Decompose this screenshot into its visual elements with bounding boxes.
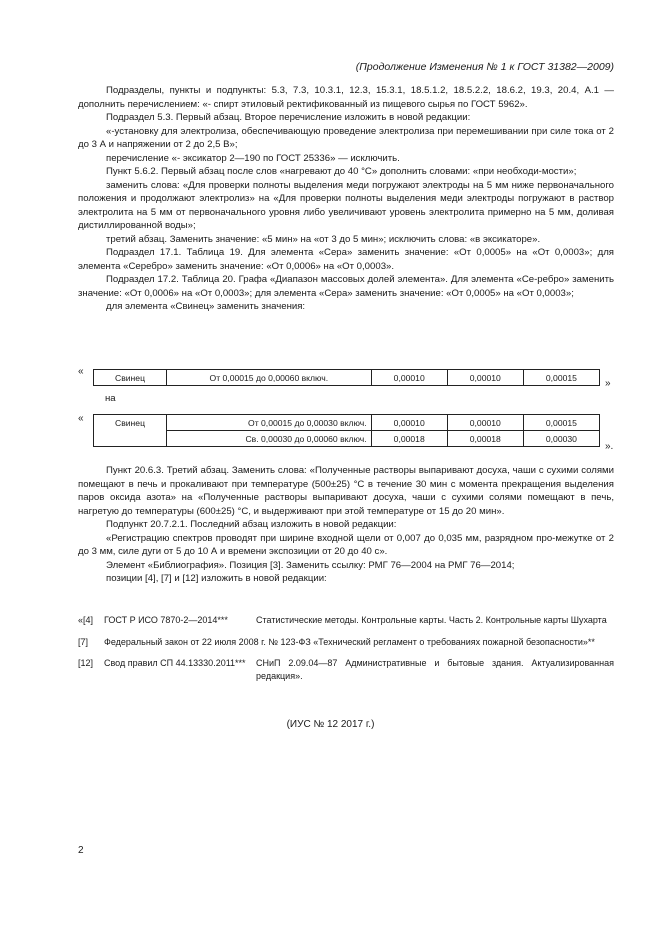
table1-close-mark: »	[605, 378, 611, 389]
text-block-1	[78, 84, 614, 314]
paragraph: Подразделы, пункты и подпункты: 5.3, 7.3, 10.3.1, 12.3, 15.3.1, 18.5.1.2, 18.5.2.2, 18.6.2, 19.3, 20.4, А.1 — дополнить перечислением: «- спирт этиловый ректификованный из пищевого сырья по ГОСТ 5962».	[78, 85, 614, 110]
table-cell: Свинец	[94, 370, 167, 386]
paragraph: «Регистрацию спектров проводят при ширине входной щели от 0,007 до 0,035 мм, разрядном про-межутке от 2 до 3 мм, силе дуги от 5 до 10 А и времени экспозиции от 20 до 40 с».	[78, 532, 614, 557]
table1-open-quote: «	[78, 366, 84, 377]
paragraph: Элемент «Библиография». Позиция [3]. Заменить ссылку: РМГ 76—2004 на РМГ 76—2014;	[106, 559, 515, 571]
table-cell: 0,00010	[371, 415, 447, 431]
paragraph: Пункт 20.6.3. Третий абзац. Заменить слова: «Полученные растворы выпаривают досуха, чаши с сухими солями помещают в печь и прокаливают при температуре (500±25) °С в течение 30 мин с момента прекращения выделения паров оксида азота» на «Полученные растворы выпаривают досуха, чаши с сухими солями помещают в печь, нагретую до температуры (600±25) °С, и выдерживают при этой температуре от 15 до 20 мин».	[78, 465, 614, 517]
bibliography-list	[78, 614, 614, 691]
table2-open-quote: «	[78, 413, 84, 424]
reference-title: Статистические методы. Контрольные карты. Часть 2. Контрольные карты Шухарта	[256, 615, 607, 625]
table-cell: 0,00018	[371, 431, 447, 447]
table-cell: 0,00015	[523, 370, 599, 386]
reference-title: СНиП 2.09.04—87 Административные и бытовые здания. Актуализированная редакция».	[256, 658, 614, 681]
paragraph: Подраздел 17.1. Таблица 19. Для элемента «Сера» заменить значение: «От 0,0005» на «От 0,0003»; для элемента «Серебро» заменить значение: «От 0,0006» на «От 0,0003».	[78, 247, 614, 272]
paragraph: Пункт 5.6.2. Первый абзац после слов «нагревают до 40 °С» дополнить словами: «при необходи-мости»;	[106, 166, 577, 177]
table2-close-mark: ».	[605, 441, 614, 452]
reference-number: [12]	[78, 658, 94, 668]
reference-number: «[4]	[78, 615, 94, 625]
text-block-2	[78, 464, 614, 586]
paragraph: «-установку для электролиза, обеспечивающую проведение электролиза при перемешивании при силе тока от 2 до 3 А и напряжении от 2 до 2,5 В»;	[78, 125, 614, 150]
page-number: 2	[78, 845, 84, 856]
paragraph: третий абзац. Заменить значение: «5 мин» на «от 3 до 5 мин»; исключить слова: «в эксикаторе».	[106, 233, 541, 245]
ius-reference: (ИУС № 12 2017 г.)	[286, 719, 375, 730]
table-cell: Свинец	[94, 415, 167, 447]
table-row	[94, 431, 600, 447]
table-cell: 0,00015	[523, 415, 599, 431]
paragraph: Подраздел 5.3. Первый абзац. Второе перечисление изложить в новой редакции:	[106, 112, 471, 123]
reference-item	[78, 636, 614, 649]
paragraph: для элемента «Свинец» заменить значения:	[106, 301, 306, 312]
table-cell: 0,00010	[371, 370, 447, 386]
table-cell: От 0,00015 до 0,00030 включ.	[167, 415, 372, 431]
reference-document: ГОСТ Р ИСО 7870-2—2014***	[104, 615, 228, 625]
table-cell: От 0,00015 до 0,00060 включ.	[167, 370, 372, 386]
paragraph: позиции [4], [7] и [12] изложить в новой редакции:	[106, 573, 327, 584]
reference-document: Свод правил СП 44.13330.2011***	[104, 658, 246, 668]
table-row	[94, 370, 600, 386]
table-cell: 0,00010	[447, 370, 523, 386]
paragraph: заменить слова: «Для проверки полноты выделения меди погружают электроды на 5 мм ниже первоначального положения и продолжают электролиз» на «Для проверки полноты выделения меди электроды погружают в раствор электролита на 5 мм от первоначального уровня либо увеличивают уровень электролита примерно на 5 мм, доливая дистиллированной воды»;	[78, 179, 614, 231]
paragraph: Подпункт 20.7.2.1. Последний абзац изложить в новой редакции:	[106, 519, 397, 530]
paragraph: перечисление «- эксикатор 2—190 по ГОСТ 25336» — исключить.	[106, 152, 400, 164]
table-cell: 0,00018	[447, 431, 523, 447]
table-2	[93, 414, 600, 447]
table-cell: 0,00010	[447, 415, 523, 431]
table-cell: Св. 0,00030 до 0,00060 включ.	[167, 431, 372, 447]
replace-with-word: на	[105, 393, 116, 404]
paragraph: Подраздел 17.2. Таблица 20. Графа «Диапазон массовых долей элемента». Для элемента «Се-ребро» заменить значение: «От 0,0006» на «От 0,0003»; для элемента «Сера» заменить значение: «От 0,0005» на «От 0,0003»;	[78, 274, 614, 299]
table-cell: 0,00030	[523, 431, 599, 447]
reference-item	[78, 614, 614, 627]
table-row	[94, 415, 600, 431]
page-header: (Продолжение Изменения № 1 к ГОСТ 31382—2009)	[355, 61, 614, 73]
reference-item	[78, 657, 614, 682]
table-1	[93, 369, 600, 386]
reference-title: Федеральный закон от 22 июля 2008 г. № 123-ФЗ «Технический регламент о требованиях пожарной безопасности»**	[104, 636, 595, 647]
reference-number: [7]	[78, 636, 89, 647]
